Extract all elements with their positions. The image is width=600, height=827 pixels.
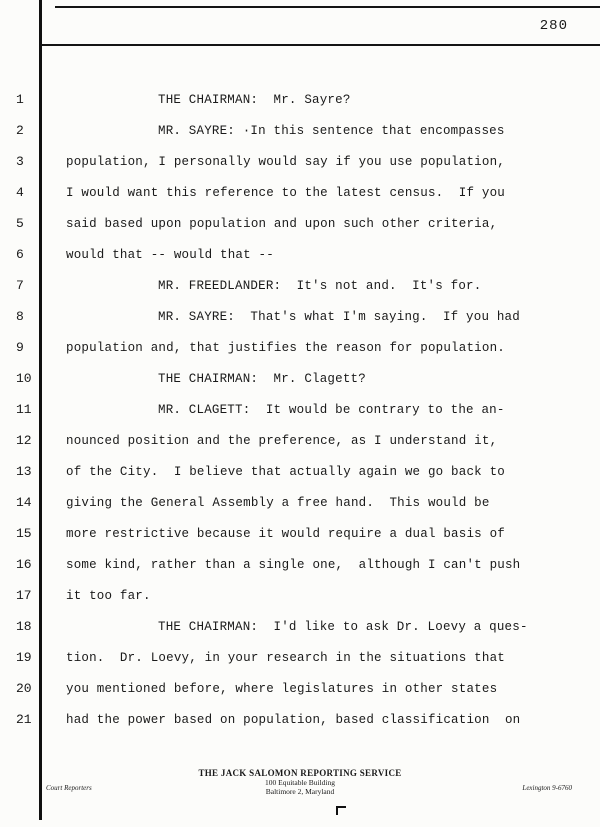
line-text: tion. Dr. Loevy, in your research in the situations that — [66, 650, 505, 665]
line-text: more restrictive because it would require a dual basis of — [66, 526, 505, 541]
line-number: 21 — [16, 712, 32, 727]
line-number: 4 — [16, 185, 24, 200]
line-text: said based upon population and upon such other criteria, — [66, 216, 498, 231]
line-text: giving the General Assembly a free hand. This would be — [66, 495, 490, 510]
line-number: 14 — [16, 495, 32, 510]
transcript-line — [0, 580, 600, 611]
line-text: THE CHAIRMAN: Mr. Sayre? — [158, 92, 351, 107]
transcript-line — [0, 642, 600, 673]
transcript-line — [0, 425, 600, 456]
transcript-line — [0, 456, 600, 487]
page-footer — [0, 768, 600, 812]
transcript-line — [0, 177, 600, 208]
transcript-line — [0, 301, 600, 332]
line-number: 19 — [16, 650, 32, 665]
line-number: 5 — [16, 216, 24, 231]
line-number: 8 — [16, 309, 24, 324]
line-text: MR. CLAGETT: It would be contrary to the an- — [158, 402, 505, 417]
line-number: 9 — [16, 340, 24, 355]
line-text: population and, that justifies the reason for population. — [66, 340, 505, 355]
line-number: 3 — [16, 154, 24, 169]
line-number: 2 — [16, 123, 24, 138]
line-number: 12 — [16, 433, 32, 448]
line-number: 6 — [16, 247, 24, 262]
line-number: 15 — [16, 526, 32, 541]
line-text: nounced position and the preference, as I understand it, — [66, 433, 498, 448]
transcript-lines — [0, 84, 600, 735]
footer-phone: Lexington 9-6760 — [522, 784, 572, 792]
transcript-line — [0, 673, 600, 704]
line-number: 1 — [16, 92, 24, 107]
transcript-line — [0, 146, 600, 177]
transcript-line — [0, 84, 600, 115]
line-number: 17 — [16, 588, 32, 603]
reporting-service-address-line1: 100 Equitable Building — [265, 778, 335, 787]
transcript-line — [0, 487, 600, 518]
scan-artifact-mark — [336, 806, 346, 815]
transcript-line — [0, 332, 600, 363]
footer-court-reporters: Court Reporters — [46, 784, 92, 792]
line-text: MR. FREEDLANDER: It's not and. It's for. — [158, 278, 482, 293]
line-text: MR. SAYRE: That's what I'm saying. If you had — [158, 309, 520, 324]
line-text: it too far. — [66, 588, 151, 603]
page-number: 280 — [539, 18, 568, 34]
line-text: some kind, rather than a single one, although I can't push — [66, 557, 521, 572]
line-text: I would want this reference to the latest census. If you — [66, 185, 505, 200]
reporting-service-name: THE JACK SALOMON REPORTING SERVICE — [198, 768, 402, 778]
line-text: would that -- would that -- — [66, 247, 274, 262]
line-number: 11 — [16, 402, 32, 417]
line-text: you mentioned before, where legislatures in other states — [66, 681, 498, 696]
line-text: THE CHAIRMAN: Mr. Clagett? — [158, 371, 366, 386]
transcript-line — [0, 611, 600, 642]
header-rule — [41, 44, 600, 46]
transcript-line — [0, 115, 600, 146]
line-text: population, I personally would say if you use population, — [66, 154, 505, 169]
line-number: 7 — [16, 278, 24, 293]
line-number: 13 — [16, 464, 32, 479]
transcript-line — [0, 270, 600, 301]
line-text: had the power based on population, based classification on — [66, 712, 521, 727]
transcript-line — [0, 363, 600, 394]
transcript-line — [0, 394, 600, 425]
line-text: MR. SAYRE: ·In this sentence that encompasses — [158, 123, 505, 138]
line-number: 16 — [16, 557, 32, 572]
transcript-line — [0, 549, 600, 580]
transcript-line — [0, 704, 600, 735]
top-edge-rule — [55, 6, 600, 8]
line-number: 18 — [16, 619, 32, 634]
reporting-service-address-line2: Baltimore 2, Maryland — [265, 787, 335, 796]
transcript-line — [0, 518, 600, 549]
line-number: 20 — [16, 681, 32, 696]
line-text: THE CHAIRMAN: I'd like to ask Dr. Loevy a ques- — [158, 619, 528, 634]
transcript-line — [0, 239, 600, 270]
line-number: 10 — [16, 371, 32, 386]
transcript-line — [0, 208, 600, 239]
line-text: of the City. I believe that actually again we go back to — [66, 464, 505, 479]
